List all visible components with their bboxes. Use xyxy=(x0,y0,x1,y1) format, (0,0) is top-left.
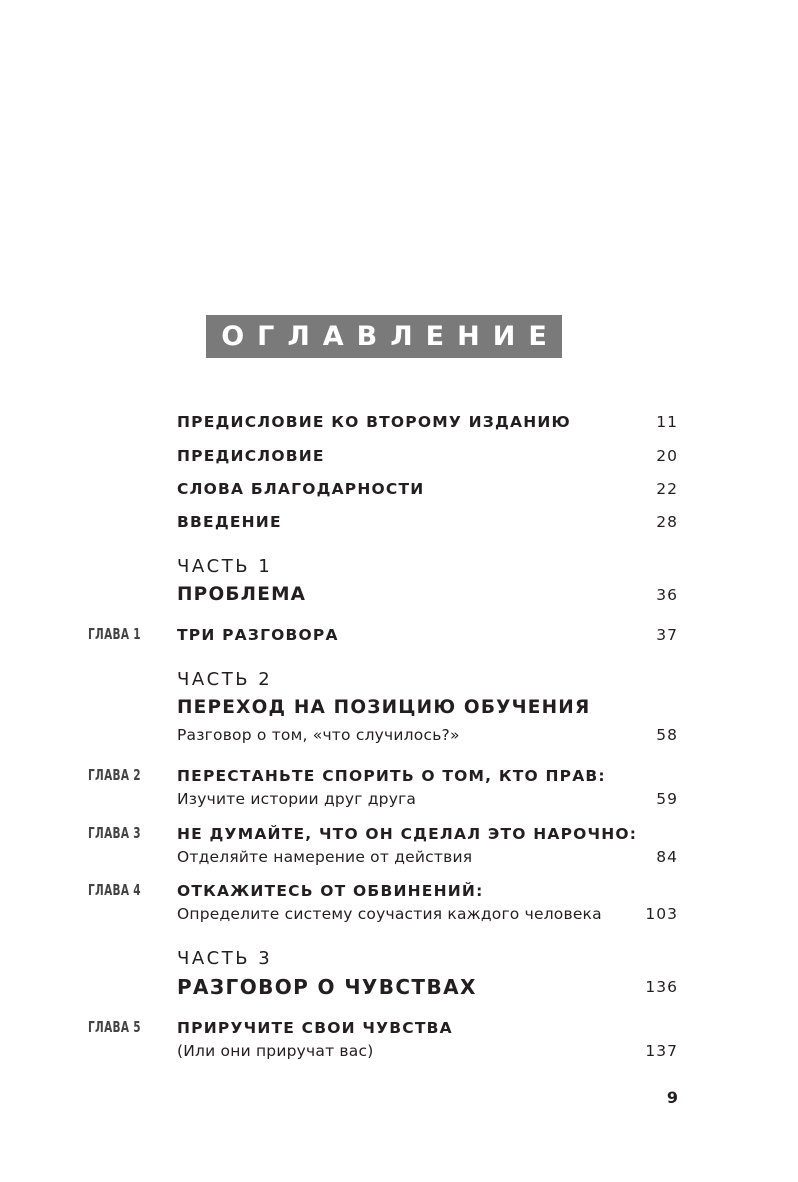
toc-page-number: 59 xyxy=(656,790,678,808)
toc-page-number: 136 xyxy=(645,978,678,996)
part-1-label: ЧАСТЬ 1 xyxy=(177,556,273,577)
chapter-5-label: ГЛАВА 5 xyxy=(88,1018,141,1036)
toc-page-number: 20 xyxy=(656,447,678,465)
chapter-4-title[interactable]: ОТКАЖИТЕСЬ ОТ ОБВИНЕНИЙ: xyxy=(177,882,484,900)
chapter-5-title[interactable]: ПРИРУЧИТЕ СВОИ ЧУВСТВА xyxy=(177,1019,453,1037)
chapter-2-title[interactable]: ПЕРЕСТАНЬТЕ СПОРИТЬ О ТОМ, КТО ПРАВ: xyxy=(177,767,606,785)
toc-page-number: 37 xyxy=(656,626,678,644)
toc-entry-introduction[interactable]: ВВЕДЕНИЕ xyxy=(177,513,282,531)
toc-page-number: 36 xyxy=(656,586,678,604)
chapter-2-subtitle: Изучите истории друг друга xyxy=(177,790,417,808)
toc-entry-acknowledgements[interactable]: СЛОВА БЛАГОДАРНОСТИ xyxy=(177,480,425,498)
page-folio: 9 xyxy=(666,1088,678,1107)
toc-page-number: 58 xyxy=(656,726,678,744)
chapter-3-label: ГЛАВА 3 xyxy=(88,824,141,842)
toc-entry-preface[interactable]: ПРЕДИСЛОВИЕ xyxy=(177,447,325,465)
chapter-5-subtitle: (Или они приручат вас) xyxy=(177,1042,374,1060)
chapter-2-label: ГЛАВА 2 xyxy=(88,766,141,784)
chapter-4-subtitle: Определите систему соучастия каждого человека xyxy=(177,905,602,923)
part-3-label: ЧАСТЬ 3 xyxy=(177,948,273,969)
toc-page-number: 137 xyxy=(645,1042,678,1060)
part-2-label: ЧАСТЬ 2 xyxy=(177,669,273,690)
chapter-1-label: ГЛАВА 1 xyxy=(88,625,141,643)
toc-page-number: 103 xyxy=(645,905,678,923)
part-2-title[interactable]: ПЕРЕХОД НА ПОЗИЦИЮ ОБУЧЕНИЯ xyxy=(177,697,591,718)
toc-title xyxy=(206,315,562,358)
toc-page-number: 11 xyxy=(656,413,678,431)
part-2-subtitle: Разговор о том, «что случилось?» xyxy=(177,726,460,744)
toc-page-number: 28 xyxy=(656,513,678,531)
toc-title-text: ОГЛАВЛЕНИЕ xyxy=(221,321,560,352)
toc-page-number: 84 xyxy=(656,848,678,866)
chapter-4-label: ГЛАВА 4 xyxy=(88,881,141,899)
part-3-title[interactable]: РАЗГОВОР О ЧУВСТВАХ xyxy=(177,975,477,999)
chapter-3-subtitle: Отделяйте намерение от действия xyxy=(177,848,473,866)
toc-page-number: 22 xyxy=(656,480,678,498)
toc-entry-preface-second-edition[interactable]: ПРЕДИСЛОВИЕ КО ВТОРОМУ ИЗДАНИЮ xyxy=(177,413,571,431)
chapter-3-title[interactable]: НЕ ДУМАЙТЕ, ЧТО ОН СДЕЛАЛ ЭТО НАРОЧНО: xyxy=(177,825,638,843)
chapter-1-title[interactable]: ТРИ РАЗГОВОРА xyxy=(177,626,339,644)
part-1-title[interactable]: ПРОБЛЕМА xyxy=(177,584,307,605)
